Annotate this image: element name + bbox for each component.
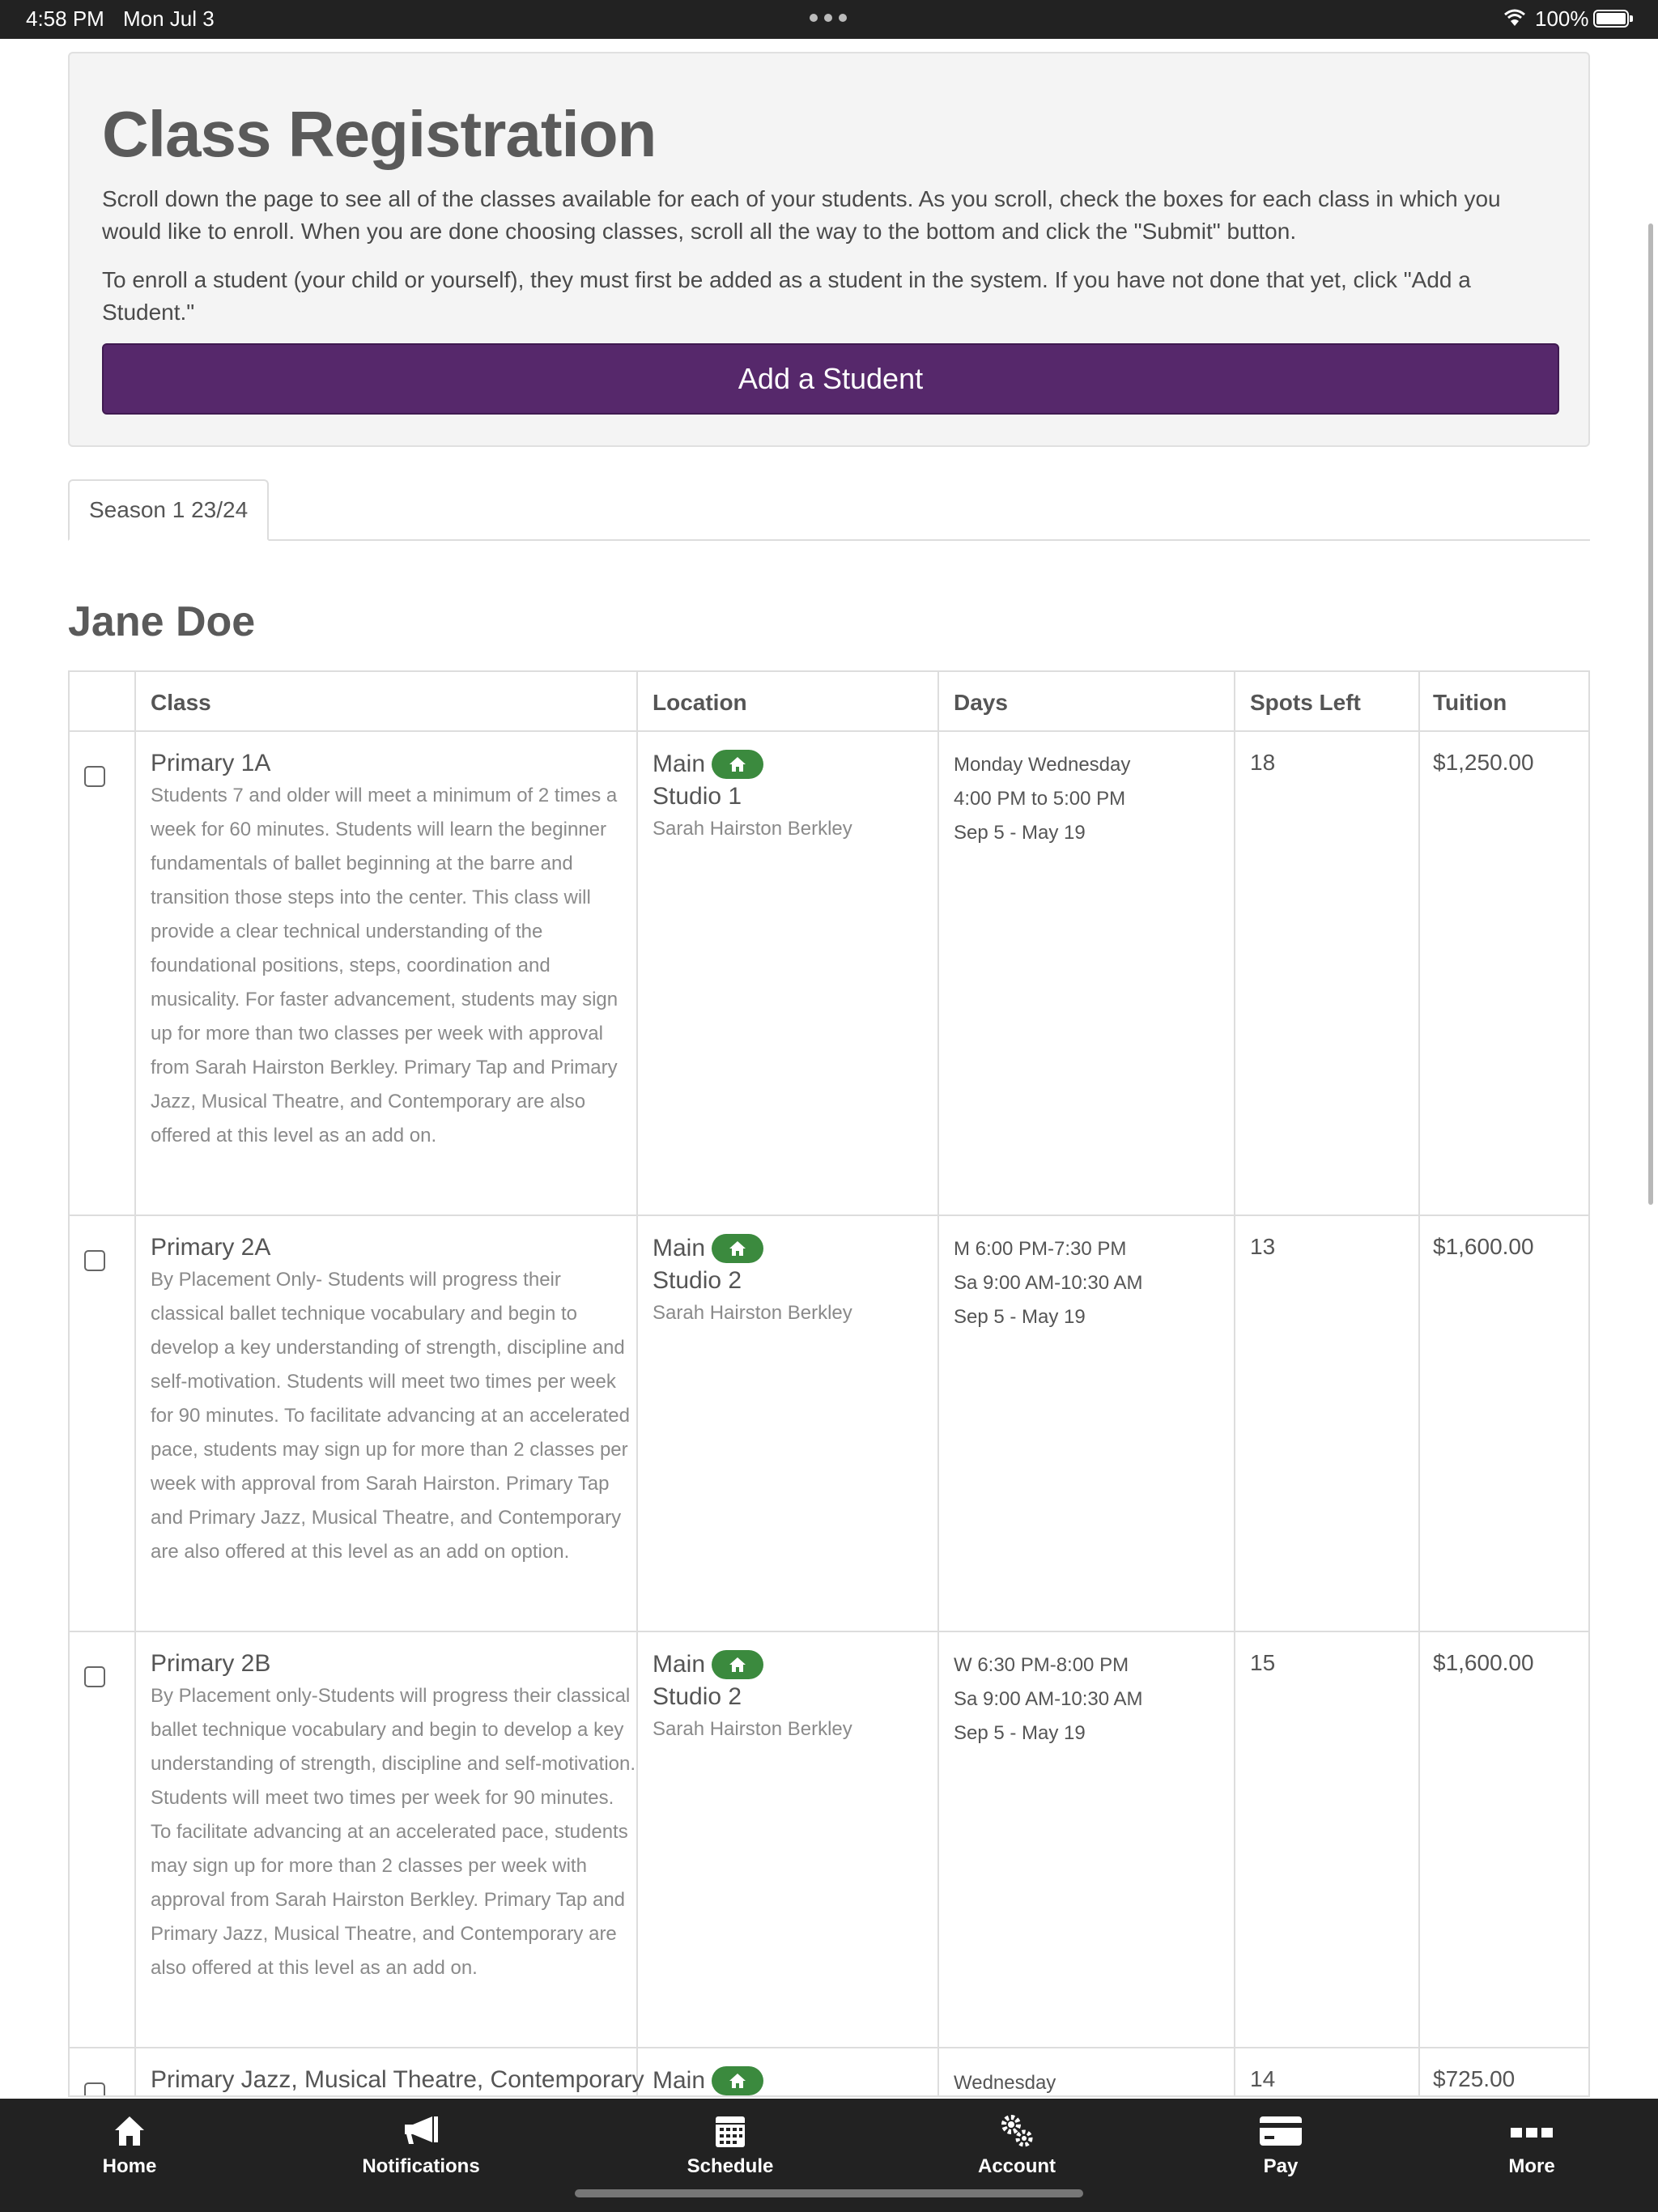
status-time: 4:58 PM — [26, 6, 104, 31]
nav-pay-label: Pay — [1263, 2155, 1299, 2177]
more-icon — [1451, 2113, 1613, 2152]
nav-account[interactable] — [936, 2113, 1098, 2178]
days-line: Sep 5 - May 19 — [954, 1722, 1086, 1744]
header-tuition: Tuition — [1433, 690, 1507, 715]
location-name: Main — [653, 1235, 706, 1261]
table-row — [151, 1232, 636, 1569]
enroll-checkbox[interactable] — [84, 1250, 105, 1271]
class-name: Primary Jazz, Musical Theatre, Contemporary — [151, 2066, 644, 2093]
enroll-checkbox[interactable] — [84, 1666, 105, 1687]
checkbox-column — [70, 672, 136, 2095]
nav-notifications[interactable] — [340, 2113, 502, 2178]
location-name: Main — [653, 1651, 706, 1678]
megaphone-icon — [340, 2113, 502, 2152]
tuition-value: $725.00 — [1433, 2066, 1516, 2091]
page-title: Class Registration — [102, 98, 657, 170]
tuition-value: $1,250.00 — [1433, 750, 1534, 775]
nav-notifications-label: Notifications — [362, 2155, 480, 2177]
nav-home-label: Home — [102, 2155, 157, 2177]
nav-schedule-label: Schedule — [687, 2155, 774, 2177]
class-name: Primary 2A — [151, 1234, 271, 1261]
intro-paragraph-enroll: To enroll a student (your child or yourself), they must first be added as a student in the system. If you have not done that yet, click "Add a Student." — [102, 267, 1471, 325]
location-cell — [653, 1648, 852, 1746]
class-description: By Placement Only- Students will progress their classical ballet technique vocabulary and begin to develop a key understanding of strength, discipline and self-motivation. Students will meet two times per week for 90 minutes. To facilitate advancing at an accelerated pace, students may sign up for more than 2 classes per week with approval from Sarah Hairston. Primary Tap and Primary Jazz, Musical Theatre, and Contemporary are also offered at this level as an add on option. — [151, 1269, 630, 1563]
header-divider — [70, 730, 1588, 732]
days-line: Wednesday — [954, 2072, 1056, 2094]
days-cell — [954, 1232, 1142, 1334]
table-row — [151, 1648, 636, 1985]
location-cell — [653, 1232, 852, 1329]
tuition-value: $1,600.00 — [1433, 1234, 1534, 1259]
studio-name: Studio 1 — [653, 783, 742, 810]
spots-left-value: 14 — [1250, 2066, 1276, 2091]
page-scrollbar[interactable] — [1648, 223, 1653, 1205]
class-description: Students 7 and older will meet a minimum of 2 times a week for 60 minutes. Students will learn the beginner fundamentals of ballet beginning at the barre and transition those steps into the center. This class will provide a clear technical understanding of the foundational positions, steps, coordination and musicality. For faster advancement, students may sign up for more than two classes per week with approval from Sarah Hairston Berkley. Primary Tap and Primary Jazz, Musical Theatre, and Contemporary are also offered at this level as an add on. — [151, 785, 619, 1146]
row-divider — [70, 1631, 1588, 1632]
instructor-name: Sarah Hairston Berkley — [653, 818, 852, 840]
class-table — [68, 670, 1590, 2097]
home-icon — [712, 750, 763, 779]
spots-left-value: 15 — [1250, 1650, 1276, 1675]
spots-left-value: 18 — [1250, 750, 1276, 775]
days-line: Sa 9:00 AM-10:30 AM — [954, 1688, 1143, 1710]
spots-left-value: 13 — [1250, 1234, 1276, 1259]
days-line: Sa 9:00 AM-10:30 AM — [954, 1272, 1143, 1294]
class-description: By Placement only-Students will progress their classical ballet technique vocabulary and begin to develop a key understanding of strength, discipline and self-motivation. Students will meet two times per week for 90 minutes. To facilitate advancing at an accelerated pace, students may sign up for more than 2 classes per week with approval from Sarah Hairston Berkley. Primary Tap and Primary Jazz, Musical Theatre, and Contemporary are also offered at this level as an add on. — [151, 1685, 636, 1979]
multitasking-dots-icon[interactable] — [810, 14, 847, 22]
instructor-name: Sarah Hairston Berkley — [653, 1302, 852, 1324]
days-line: Sep 5 - May 19 — [954, 822, 1086, 844]
days-line: 4:00 PM to 5:00 PM — [954, 788, 1126, 810]
location-cell — [653, 748, 852, 845]
home-icon — [712, 2066, 763, 2095]
gears-icon — [936, 2113, 1098, 2152]
studio-name: Studio 2 — [653, 1683, 742, 1710]
nav-account-label: Account — [978, 2155, 1056, 2177]
home-icon — [49, 2113, 210, 2152]
days-line: Sep 5 - May 19 — [954, 1306, 1086, 1328]
table-row — [151, 748, 636, 1153]
credit-card-icon — [1200, 2113, 1362, 2152]
season-tab-bar — [68, 479, 1590, 541]
location-cell — [653, 2065, 763, 2097]
wifi-icon — [1503, 8, 1527, 33]
battery-icon — [1593, 10, 1629, 28]
header-days: Days — [954, 690, 1008, 715]
status-bar — [0, 0, 1658, 39]
days-line: Monday Wednesday — [954, 754, 1131, 776]
days-cell — [954, 748, 1130, 850]
location-column — [638, 672, 939, 2095]
nav-schedule[interactable] — [649, 2113, 811, 2178]
days-cell — [954, 1648, 1142, 1750]
days-cell — [954, 2066, 1056, 2097]
status-date: Mon Jul 3 — [123, 6, 215, 31]
spots-column — [1235, 672, 1420, 2095]
enroll-checkbox[interactable] — [84, 766, 105, 787]
class-name: Primary 2B — [151, 1650, 271, 1677]
nav-more-label: More — [1508, 2155, 1555, 2177]
student-name: Jane Doe — [68, 598, 256, 645]
header-spots-left: Spots Left — [1250, 690, 1361, 715]
instructor-name: Sarah Hairston Berkley — [653, 1718, 852, 1740]
class-name: Primary 1A — [151, 750, 271, 776]
header-class: Class — [151, 690, 211, 715]
registration-header-card — [68, 52, 1590, 447]
header-location: Location — [653, 690, 747, 715]
nav-more[interactable] — [1451, 2113, 1613, 2178]
home-icon — [712, 1650, 763, 1679]
home-indicator[interactable] — [575, 2189, 1083, 2197]
row-divider — [70, 1214, 1588, 1216]
days-line: W 6:30 PM-8:00 PM — [954, 1654, 1129, 1676]
enroll-checkbox[interactable] — [84, 2082, 105, 2097]
studio-name: Studio 2 — [653, 1267, 742, 1294]
tab-season[interactable]: Season 1 23/24 — [68, 479, 269, 541]
nav-pay[interactable] — [1200, 2113, 1362, 2178]
nav-home[interactable] — [49, 2113, 210, 2178]
home-icon — [712, 1234, 763, 1263]
add-student-button[interactable]: Add a Student — [102, 343, 1559, 415]
tuition-value: $1,600.00 — [1433, 1650, 1534, 1675]
days-line: M 6:00 PM-7:30 PM — [954, 1238, 1127, 1260]
row-divider — [70, 2047, 1588, 2048]
location-name: Main — [653, 751, 706, 777]
table-row — [151, 2065, 644, 2095]
location-name: Main — [653, 2067, 706, 2094]
battery-percentage: 100% — [1535, 6, 1589, 31]
intro-paragraph-scroll: Scroll down the page to see all of the classes available for each of your students. As you scroll, check the boxes for each class in which you would like to enroll. When you are done choosing classes, scroll all the way to the bottom and click the "Submit" button. — [102, 186, 1501, 244]
calendar-icon — [649, 2113, 811, 2152]
days-column — [939, 672, 1235, 2095]
